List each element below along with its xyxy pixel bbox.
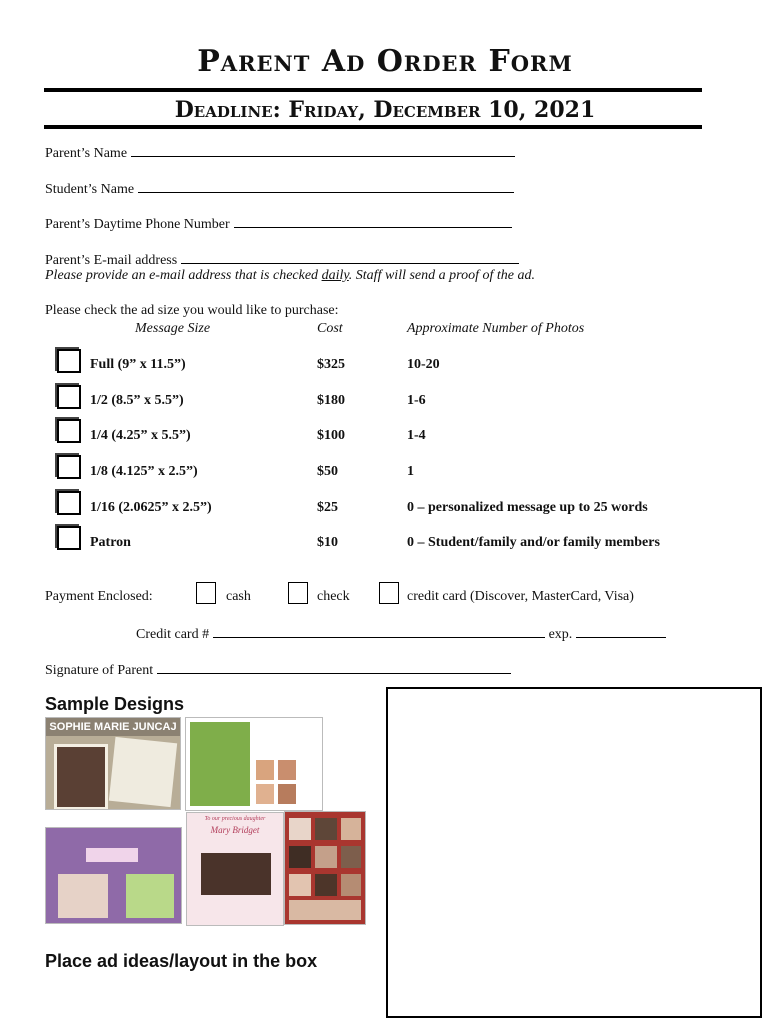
- parent-name-field[interactable]: [131, 143, 515, 157]
- sample-photo-small: [256, 760, 274, 780]
- title-rule: [44, 88, 702, 92]
- sample-card-intro: To our precious daughter: [204, 816, 266, 822]
- exp-field[interactable]: [576, 624, 666, 638]
- sample-photo: [289, 874, 311, 896]
- sample-name-banner: SOPHIE MARIE JUNCAJ: [46, 718, 180, 736]
- signature-field[interactable]: [157, 660, 511, 674]
- sample-photo-small: [278, 760, 296, 780]
- cost-eighth: $50: [317, 464, 338, 479]
- email-note-text: Please provide an e-mail address that is checked: [45, 268, 322, 283]
- sample-card-name: Mary Bridget: [210, 825, 260, 835]
- sample-photo: [315, 874, 337, 896]
- email-row: [45, 250, 519, 269]
- phone-row: [45, 214, 512, 233]
- sample-photo: [341, 846, 361, 868]
- size-eighth: 1/8 (4.125” x 2.5”): [90, 464, 198, 479]
- cost-sixteenth: $25: [317, 500, 338, 515]
- sample-photo: [54, 744, 108, 810]
- credit-card-number-label: Credit card #: [136, 627, 210, 642]
- email-note-text-end: . Staff will send a proof of the ad.: [348, 268, 535, 283]
- sample-photo-small: [278, 784, 296, 804]
- deadline: Deadline: Friday, December 10, 2021: [174, 97, 596, 123]
- sample-design-2: [185, 717, 323, 811]
- email-note-daily: daily: [321, 268, 349, 283]
- credit-card-checkbox[interactable]: [379, 582, 399, 604]
- check-label: check: [317, 589, 350, 604]
- cost-patron: $10: [317, 535, 338, 550]
- photos-half: 1-6: [407, 393, 426, 408]
- sample-photo: [341, 874, 361, 896]
- sample-photo: [315, 846, 337, 868]
- photos-eighth: 1: [407, 464, 414, 479]
- sample-photo: [341, 818, 361, 840]
- checkbox-quarter[interactable]: [57, 419, 81, 443]
- checkbox-patron[interactable]: [57, 526, 81, 550]
- phone-field[interactable]: [234, 214, 512, 228]
- checkbox-half[interactable]: [57, 385, 81, 409]
- cost-full: $325: [317, 357, 345, 372]
- header-size: Message Size: [135, 321, 211, 336]
- size-sixteenth: 1/16 (2.0625” x 2.5”): [90, 500, 212, 515]
- size-half: 1/2 (8.5” x 5.5”): [90, 393, 184, 408]
- sample-design-1: [45, 717, 181, 810]
- check-checkbox[interactable]: [288, 582, 308, 604]
- payment-label: Payment Enclosed:: [45, 589, 153, 604]
- size-patron: Patron: [90, 535, 131, 550]
- credit-card-label: credit card (Discover, MasterCard, Visa): [407, 589, 634, 604]
- header-photos: Approximate Number of Photos: [407, 321, 585, 336]
- sample-photo: [315, 818, 337, 840]
- photos-full: 10-20: [407, 357, 440, 372]
- photos-patron: 0 – Student/family and/or family members: [407, 535, 660, 550]
- deadline-rule: [44, 125, 702, 129]
- sample-photo: [289, 818, 311, 840]
- parent-name-row: [45, 143, 515, 162]
- phone-label: Parent’s Daytime Phone Number: [45, 217, 230, 232]
- form-title: Parent Ad Order Form: [197, 44, 573, 79]
- cost-quarter: $100: [317, 428, 345, 443]
- parent-name-label: Parent’s Name: [45, 146, 128, 161]
- sample-title-strip: [86, 848, 138, 862]
- sample-note-paper: [109, 737, 177, 807]
- student-name-row: [45, 179, 514, 198]
- sample-photo: [58, 874, 108, 918]
- header-cost: Cost: [317, 321, 343, 336]
- size-full: Full (9” x 11.5”): [90, 357, 186, 372]
- credit-card-row: [136, 624, 666, 643]
- sample-design-5: [284, 811, 366, 925]
- sample-text-block: [126, 874, 174, 918]
- checkbox-full[interactable]: [57, 349, 81, 373]
- student-name-field[interactable]: [138, 179, 514, 193]
- sample-design-4: [186, 812, 284, 926]
- sample-photo-small: [256, 784, 274, 804]
- email-note: [45, 268, 535, 284]
- sample-photo: [201, 853, 271, 895]
- checkbox-sixteenth[interactable]: [57, 491, 81, 515]
- signature-label: Signature of Parent: [45, 663, 154, 678]
- layout-box[interactable]: [386, 687, 762, 1018]
- email-field[interactable]: [181, 250, 519, 264]
- cash-checkbox[interactable]: [196, 582, 216, 604]
- photos-sixteenth: 0 – personalized message up to 25 words: [407, 500, 648, 515]
- place-ideas-title: Place ad ideas/layout in the box: [45, 951, 318, 971]
- size-quarter: 1/4 (4.25” x 5.5”): [90, 428, 191, 443]
- sample-photo-large: [190, 722, 250, 806]
- student-name-label: Student’s Name: [45, 182, 135, 197]
- credit-card-number-field[interactable]: [213, 624, 545, 638]
- ad-size-prompt: Please check the ad size you would like to purchase:: [45, 303, 339, 318]
- email-label: Parent’s E-mail address: [45, 253, 178, 268]
- signature-row: [45, 660, 511, 679]
- sample-photo: [289, 846, 311, 868]
- photos-quarter: 1-4: [407, 428, 426, 443]
- checkbox-eighth[interactable]: [57, 455, 81, 479]
- sample-photo: [289, 900, 361, 920]
- sample-design-3: [45, 827, 182, 924]
- sample-designs-title: Sample Designs: [45, 694, 185, 714]
- exp-label: exp.: [548, 627, 573, 642]
- cost-half: $180: [317, 393, 345, 408]
- cash-label: cash: [226, 589, 251, 604]
